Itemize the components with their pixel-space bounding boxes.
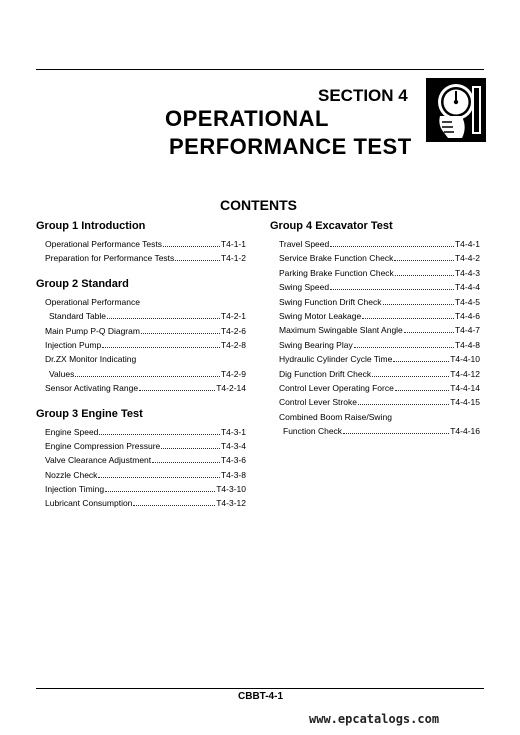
toc-entry[interactable]: Service Brake Function Check T4-4-2 <box>279 253 480 264</box>
contents-left-column <box>36 219 246 511</box>
toc-entry[interactable]: Standard Table T4-2-1 <box>49 311 246 322</box>
toc-entry[interactable]: Parking Brake Function Check T4-4-3 <box>279 267 480 278</box>
toc-entry[interactable]: Preparation for Performance Tests T4-1-2 <box>45 253 246 264</box>
contents-heading: CONTENTS <box>220 197 297 213</box>
gauge-hand-icon <box>426 78 486 142</box>
page-title-line-2: PERFORMANCE TEST <box>169 134 412 159</box>
toc-entry[interactable]: Main Pump P-Q Diagram T4-2-6 <box>45 325 246 336</box>
toc-entry[interactable]: Swing Function Drift Check T4-4-5 <box>279 296 480 307</box>
section-label: SECTION 4 <box>318 86 408 105</box>
toc-entry[interactable]: Sensor Activating Range T4-2-14 <box>45 383 246 394</box>
toc-entry[interactable]: Operational Performance Tests T4-1-1 <box>45 239 246 249</box>
toc-entry[interactable]: Control Lever Operating Force T4-4-14 <box>279 382 480 393</box>
toc-entry[interactable]: Injection Timing T4-3-10 <box>45 484 246 495</box>
toc-entry[interactable]: Engine Compression Pressure T4-3-4 <box>45 440 246 451</box>
toc-entry[interactable]: Injection Pump T4-2-8 <box>45 339 246 350</box>
toc-entry[interactable]: Function Check T4-4-16 <box>283 426 480 437</box>
toc-entry[interactable]: Engine Speed T4-3-1 <box>45 426 246 437</box>
bottom-rule <box>36 688 484 689</box>
page-number: CBBT-4-1 <box>238 691 284 702</box>
group-heading: Group 2 Standard <box>36 277 129 290</box>
toc-entry-continued: Operational Performance <box>45 296 140 307</box>
toc-entry[interactable]: Control Lever Stroke T4-4-15 <box>279 397 480 408</box>
watermark: www.epcatalogs.com <box>309 712 440 726</box>
toc-entry[interactable]: Swing Bearing Play T4-4-8 <box>279 339 480 350</box>
toc-entry[interactable]: Lubricant Consumption T4-3-12 <box>45 498 246 509</box>
toc-entry[interactable]: Maximum Swingable Slant Angle T4-4-7 <box>279 325 480 336</box>
toc-entry-continued: Dr.ZX Monitor Indicating <box>45 354 137 365</box>
toc-entry[interactable]: Hydraulic Cylinder Cycle Time T4-4-10 <box>279 354 480 365</box>
toc-entry[interactable]: Nozzle Check T4-3-8 <box>45 469 246 480</box>
toc-entry[interactable]: Valve Clearance Adjustment T4-3-6 <box>45 455 246 466</box>
toc-entry[interactable]: Dig Function Drift Check T4-4-12 <box>279 368 480 379</box>
top-rule <box>36 69 484 70</box>
toc-entry[interactable]: Values T4-2-9 <box>49 368 246 379</box>
toc-entry[interactable]: Swing Speed T4-4-4 <box>279 282 480 293</box>
group-heading: Group 1 Introduction <box>36 220 146 232</box>
contents-right-column <box>270 219 480 438</box>
group-heading: Group 4 Excavator Test <box>270 220 393 232</box>
group-heading: Group 3 Engine Test <box>36 407 143 420</box>
toc-entry-continued: Combined Boom Raise/Swing <box>279 411 392 422</box>
page-title-line-1: OPERATIONAL <box>165 106 329 131</box>
toc-entry[interactable]: Travel Speed T4-4-1 <box>279 239 480 249</box>
toc-entry[interactable]: Swing Motor Leakage T4-4-6 <box>279 310 480 321</box>
